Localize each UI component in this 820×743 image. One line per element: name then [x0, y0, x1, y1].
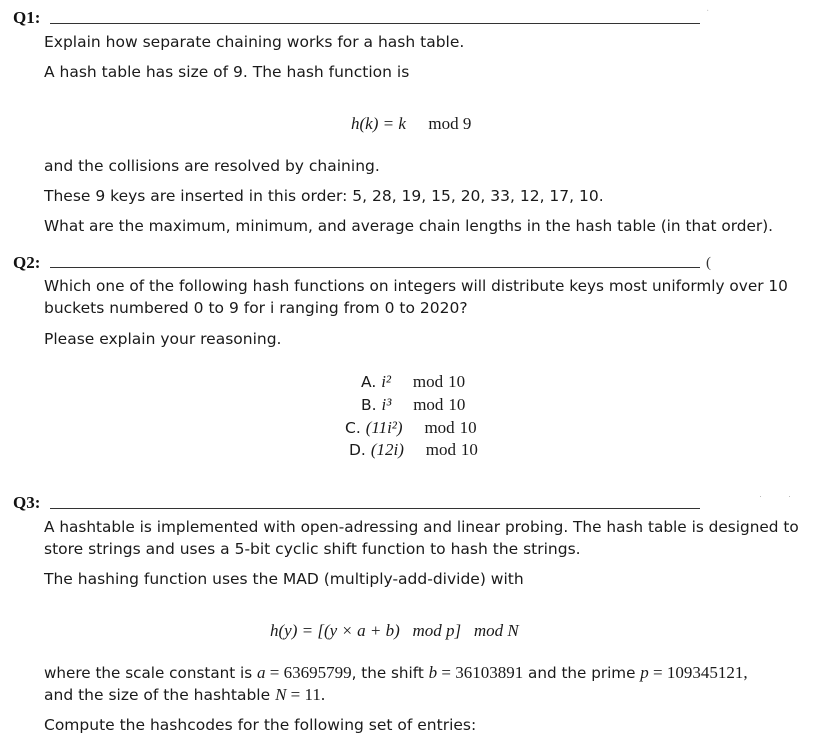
q3-line3b-pre: and the size of the hashtable — [44, 686, 276, 704]
q2-option-mod: 10 — [448, 395, 466, 414]
q3-line3a-mid1: , the shift — [351, 664, 429, 682]
q1-formula-op: mod — [428, 114, 459, 133]
q3-line3b — [44, 684, 325, 706]
q1-formula — [351, 114, 471, 134]
q3-b-var: b — [428, 663, 438, 682]
q2-option-expr: i² — [381, 372, 392, 391]
q1-label: Q1: — [13, 8, 41, 27]
q1-line4: These 9 keys are inserted in this order: 5, 28, 19, 15, 20, 33, 12, 17, 10. — [44, 187, 604, 205]
q2-option-b[interactable] — [361, 395, 465, 415]
q2-option-c[interactable] — [345, 418, 477, 438]
q1-formula-rhs: 9 — [462, 114, 472, 133]
q2-option-mod: 10 — [459, 418, 477, 437]
q1-line3: and the collisions are resolved by chaining. — [44, 157, 380, 175]
q3-corner-dot — [789, 496, 790, 497]
q2-line1a: Which one of the following hash functions on integers will distribute keys most uniformly over 10 — [44, 277, 788, 295]
q3-line4: Compute the hashcodes for the following set of entries: — [44, 716, 477, 734]
q1-line2: A hash table has size of 9. The hash function is — [44, 63, 410, 81]
q3-a-var: a — [257, 663, 266, 682]
q3-b-val: = 36103891 — [437, 663, 524, 682]
q1-formula-lhs: h(k) = k — [351, 114, 406, 133]
q2-option-expr: (11i²) — [365, 418, 403, 437]
q2-option-d[interactable] — [349, 440, 478, 460]
q2-option-op: mod — [425, 440, 456, 459]
q2-line2: Please explain your reasoning. — [44, 330, 282, 348]
q3-p-var: p — [640, 663, 649, 682]
q2-line1b: buckets numbered 0 to 9 for i ranging from 0 to 2020? — [44, 299, 468, 317]
q2-option-expr: i³ — [381, 395, 392, 414]
q2-option-letter: B. — [361, 396, 377, 414]
q3-p-val: = 109345121, — [648, 663, 748, 682]
q2-option-letter: D. — [349, 441, 366, 459]
q3-n-val: = 11. — [286, 685, 326, 704]
q3-label: Q3: — [13, 493, 41, 512]
q3-line3a-mid2: and the prime — [523, 664, 641, 682]
q1-line1: Explain how separate chaining works for a hash table. — [44, 33, 465, 51]
q3-line3a-pre: where the scale constant is — [44, 664, 257, 682]
q3-formula: h(y) = [(y × a + b) mod p] mod N — [270, 621, 519, 640]
q1-corner-dot: · — [706, 6, 710, 17]
q2-option-op: mod — [424, 418, 455, 437]
q3-n-var: N — [275, 685, 287, 704]
q3-corner-dot — [760, 496, 761, 497]
q2-option-mod: 10 — [448, 372, 466, 391]
q3-line1a: A hashtable is implemented with open-adressing and linear probing. The hash table is designed to — [44, 518, 799, 536]
q2-stray-mark: ( — [706, 255, 711, 271]
q2-label: Q2: — [13, 253, 41, 272]
q3-line3a — [44, 662, 748, 684]
q2-option-op: mod — [413, 395, 444, 414]
q1-line5: What are the maximum, minimum, and average chain lengths in the hash table (in that order). — [44, 217, 774, 235]
q2-option-mod: 10 — [460, 440, 478, 459]
q2-option-letter: A. — [361, 373, 377, 391]
q3-a-val: = 63695799 — [265, 663, 352, 682]
q2-answer-line[interactable] — [50, 267, 700, 268]
q2-option-op: mod — [412, 372, 444, 391]
q2-option-expr: (12i) — [370, 440, 404, 459]
q2-option-a[interactable] — [361, 372, 465, 392]
q2-option-letter: C. — [345, 419, 361, 437]
q3-line2: The hashing function uses the MAD (multiply-add-divide) with — [44, 570, 524, 588]
q3-line1b: store strings and uses a 5-bit cyclic shift function to hash the strings. — [44, 540, 581, 558]
q3-answer-line[interactable] — [50, 508, 700, 509]
q1-answer-line[interactable] — [50, 23, 700, 24]
